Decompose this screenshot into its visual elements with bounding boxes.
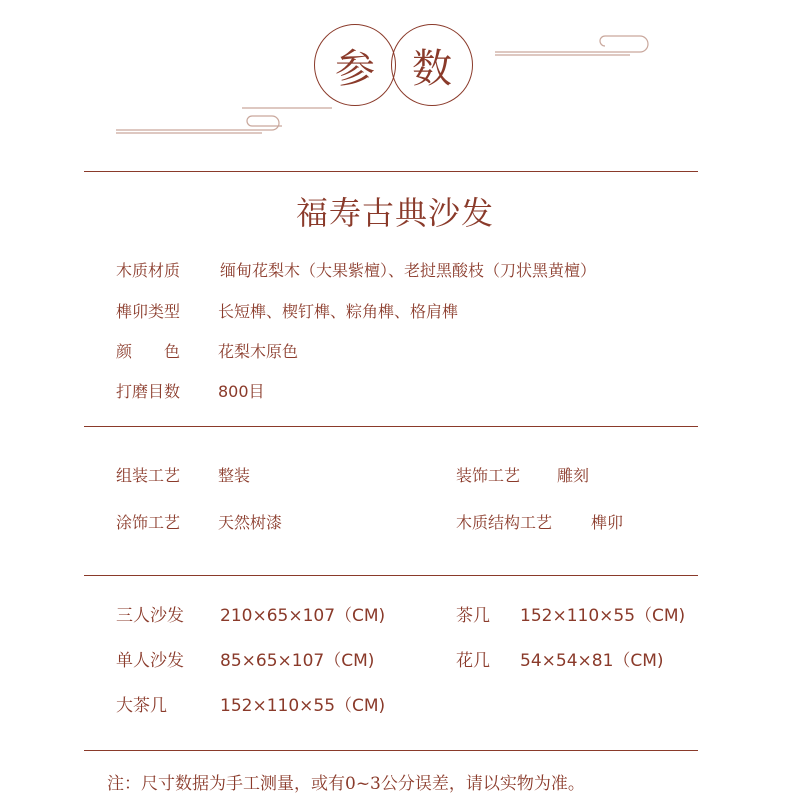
measurement-note: 注：尺寸数据为手工测量，或有0~3公分误差，请以实物为准。	[107, 774, 585, 794]
cloud-ornament-left-icon	[112, 100, 342, 136]
dim-value-flower-stand: 54×54×81（CM)	[520, 651, 664, 671]
dim-label-single-sofa: 单人沙发	[116, 651, 184, 671]
spec-value-material: 缅甸花梨木（大果紫檀）、老挝黑酸枝（刀状黑黄檀）	[220, 261, 597, 280]
craft-label-structure: 木质结构工艺	[456, 513, 553, 532]
product-title: 福寿古典沙发	[295, 194, 494, 232]
dim-value-three-seat-sofa: 210×65×107（CM)	[220, 606, 386, 626]
header-char-1: 参	[335, 45, 375, 92]
spec-label-material: 木质材质	[116, 261, 181, 280]
dim-value-single-sofa: 85×65×107（CM)	[220, 651, 375, 671]
divider-craft	[84, 575, 698, 576]
craft-label-finish: 涂饰工艺	[116, 513, 181, 532]
divider-bottom	[84, 750, 698, 751]
spec-value-color: 花梨木原色	[218, 342, 299, 361]
spec-value-joinery: 长短榫、楔钉榫、粽角榫、格肩榫	[218, 302, 459, 321]
craft-value-decoration: 雕刻	[557, 466, 590, 485]
spec-label-joinery: 榫卯类型	[116, 302, 181, 321]
dim-label-tea-table: 茶几	[456, 606, 490, 626]
dim-label-large-tea-table: 大茶几	[116, 696, 167, 716]
dim-value-large-tea-table: 152×110×55（CM)	[220, 696, 386, 716]
divider-top	[84, 171, 698, 172]
craft-value-assembly: 整装	[218, 466, 251, 485]
craft-label-assembly: 组装工艺	[116, 466, 181, 485]
header-char-2: 数	[412, 45, 452, 92]
header-char-circle-2	[391, 24, 473, 106]
craft-value-structure: 榫卯	[591, 513, 624, 532]
spec-value-grit: 800目	[218, 382, 265, 401]
cloud-ornament-right-icon	[490, 30, 660, 60]
divider-specs	[84, 426, 698, 427]
craft-value-finish: 天然树漆	[218, 513, 283, 532]
dim-label-three-seat-sofa: 三人沙发	[116, 606, 184, 626]
dim-value-tea-table: 152×110×55（CM)	[520, 606, 686, 626]
dim-label-flower-stand: 花几	[456, 651, 490, 671]
spec-label-grit: 打磨目数	[116, 382, 181, 401]
header-char-circle-1	[314, 24, 396, 106]
spec-label-color: 颜 色	[116, 342, 181, 361]
craft-label-decoration: 装饰工艺	[456, 466, 521, 485]
